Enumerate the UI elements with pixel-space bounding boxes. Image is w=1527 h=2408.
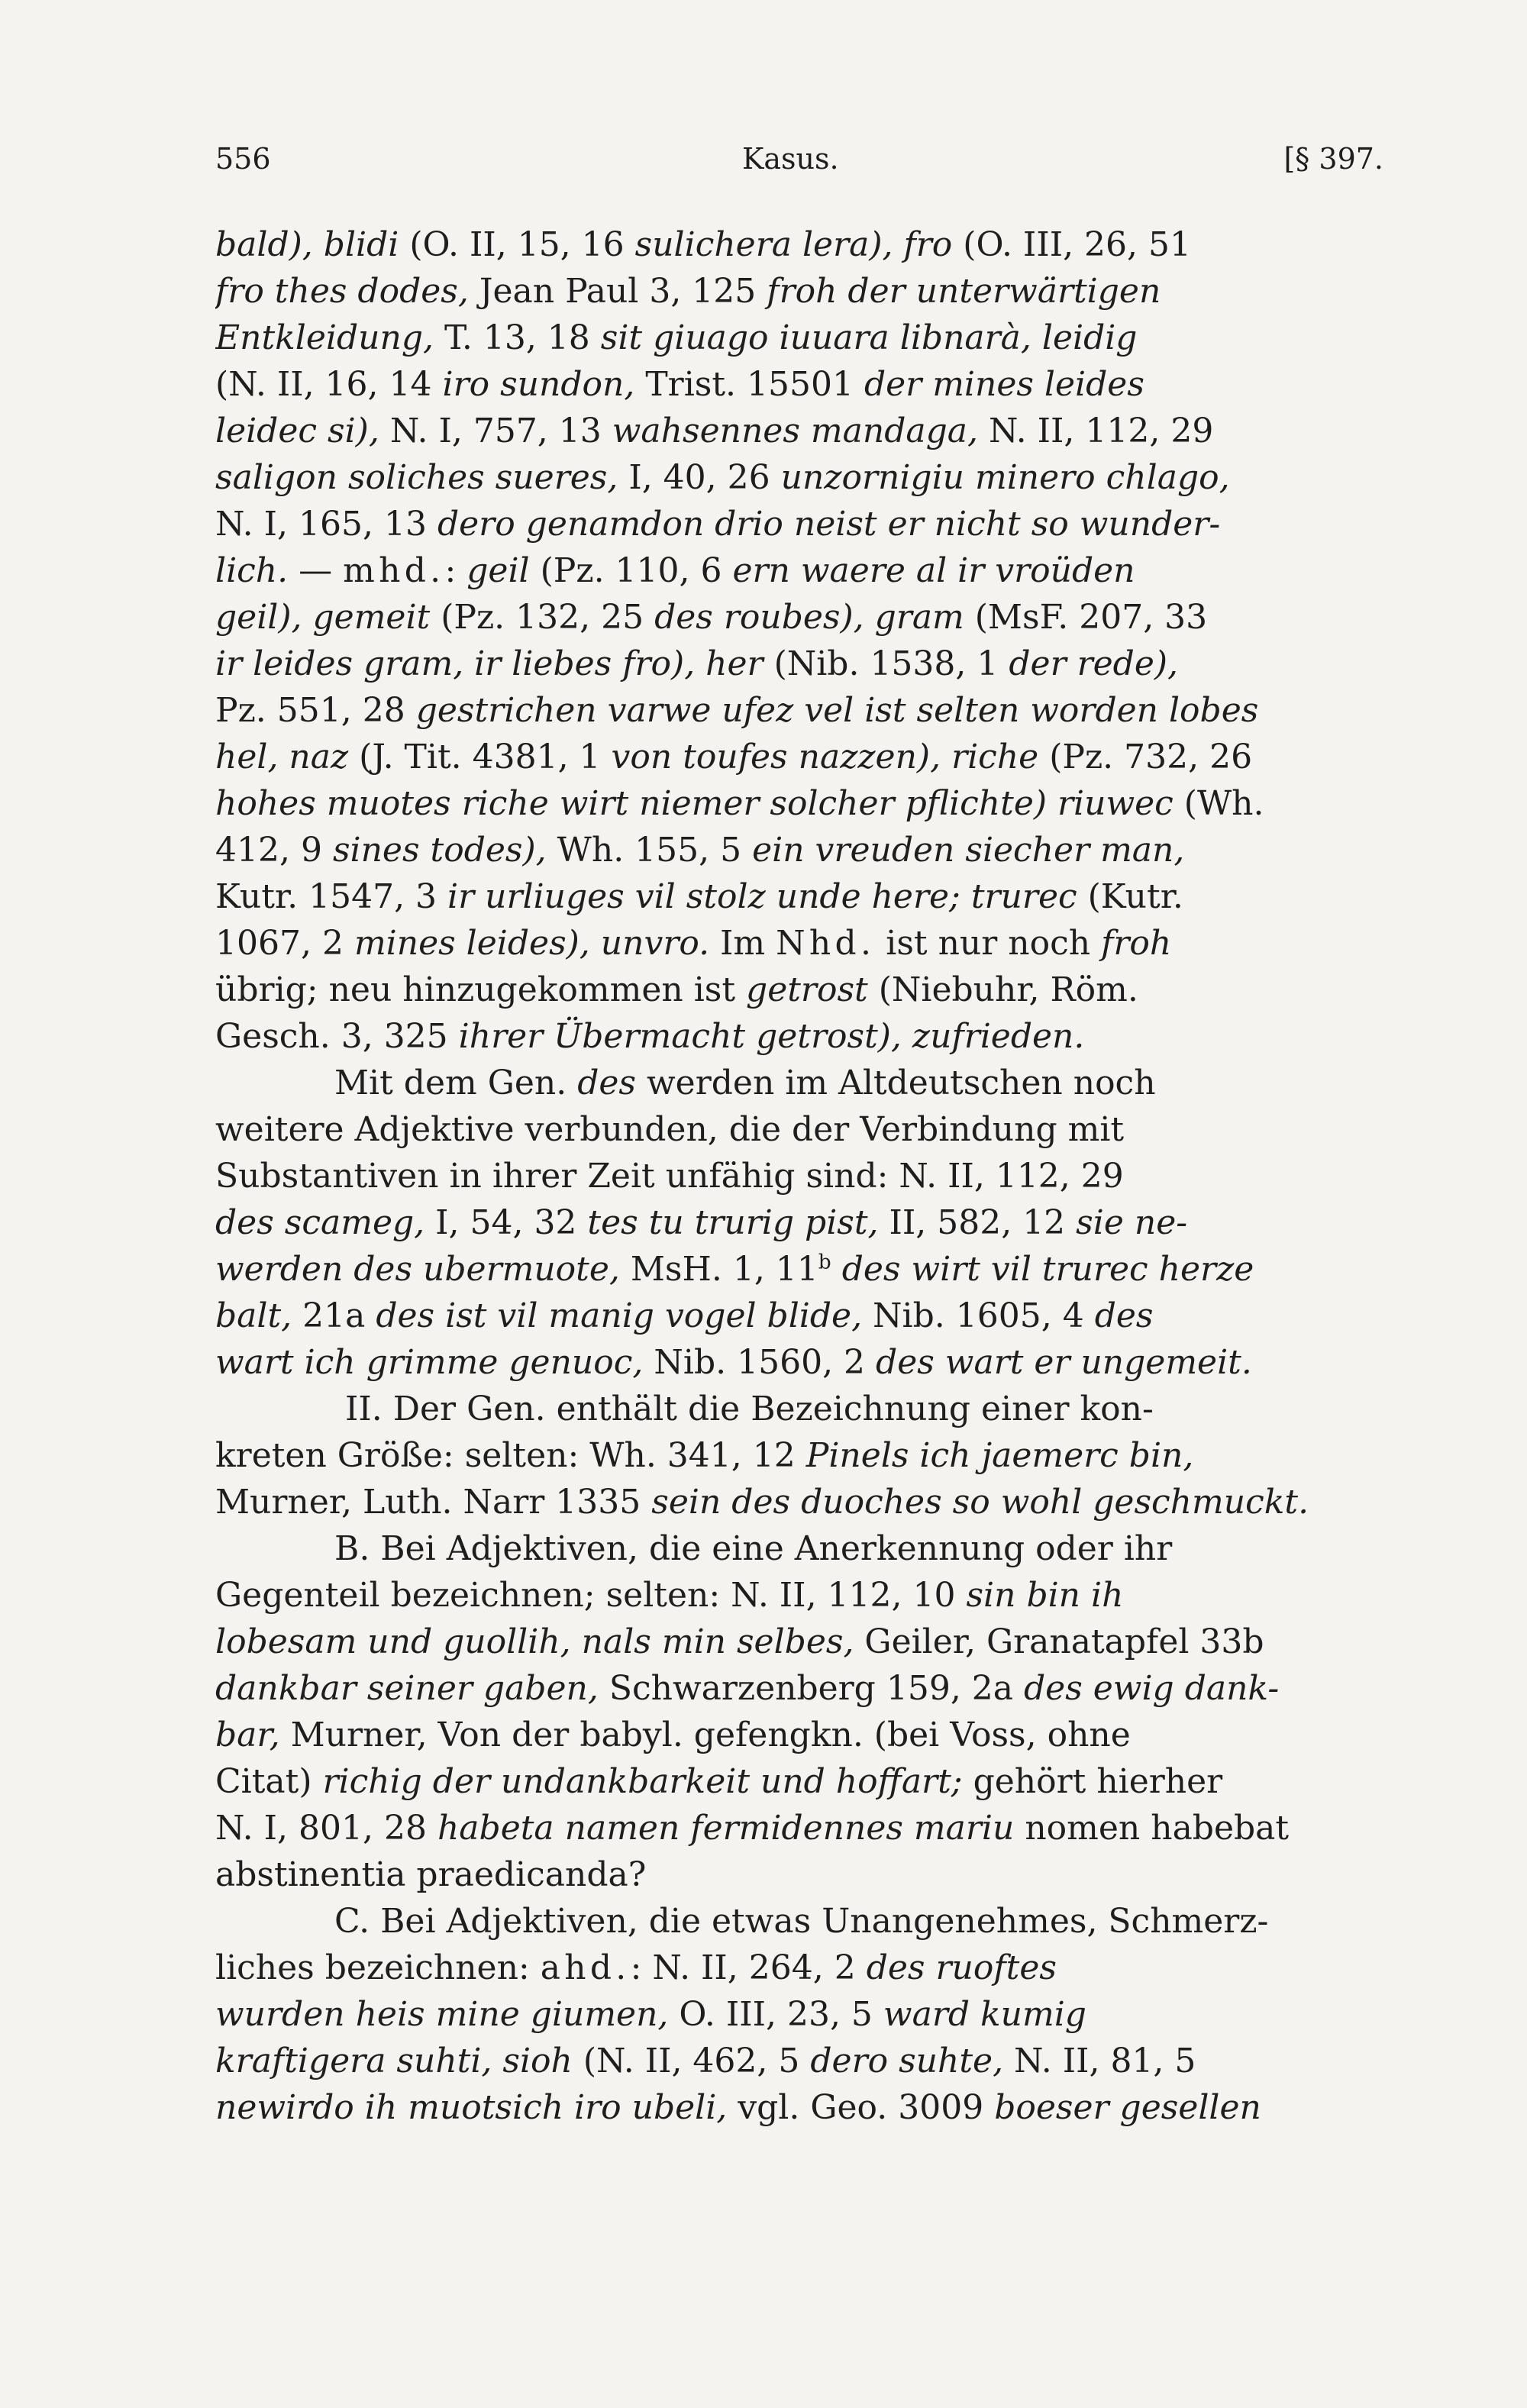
text-line bbox=[215, 1106, 1383, 1153]
text-run: N. I, 757, 13 bbox=[379, 412, 612, 450]
italic-quotation: sie ne- bbox=[1076, 1203, 1188, 1242]
text-line bbox=[215, 454, 1383, 501]
italic-quotation: des wart er ungemeit. bbox=[876, 1343, 1252, 1382]
text-run: N. II, 112, 29 bbox=[977, 412, 1214, 450]
text-run: Trist. 15501 bbox=[634, 365, 864, 404]
text-line bbox=[215, 827, 1383, 873]
text-line bbox=[215, 1898, 1383, 1945]
italic-quotation: hohes muotes riche wirt niemer solcher pflichte) riuwec bbox=[215, 784, 1173, 823]
italic-quotation: der rede), bbox=[1009, 644, 1179, 683]
text-line bbox=[215, 1851, 1383, 1898]
text-line bbox=[215, 1199, 1383, 1246]
italic-quotation: newirdo ih muotsich iro ubeli, bbox=[215, 2088, 728, 2127]
italic-quotation: geil bbox=[466, 551, 530, 590]
italic-quotation: ern waere al ir vroüden bbox=[732, 551, 1135, 590]
italic-quotation: blidi bbox=[323, 225, 399, 264]
italic-quotation: ir urliuges vil stolz unde here; trurec bbox=[447, 877, 1077, 916]
italic-quotation: ein vreuden siecher man, bbox=[752, 831, 1185, 870]
text-run: 412, 9 bbox=[215, 831, 333, 870]
italic-quotation: richig der undankbarkeit und hoffart; bbox=[322, 1762, 963, 1801]
italic-quotation: hel, naz bbox=[215, 738, 349, 776]
text-run: weitere Adjektive verbunden, die der Verbindung mit bbox=[215, 1110, 1125, 1149]
italic-quotation: wurden heis mine giumen, bbox=[215, 1995, 669, 2034]
text-line bbox=[215, 1153, 1383, 1199]
italic-quotation: dero genamdon drio neist er nicht so wunder- bbox=[437, 505, 1221, 544]
text-run: mhd. bbox=[343, 551, 445, 590]
text-run: C. Bei Adjektiven, die etwas Unangenehmes, Schmerz- bbox=[334, 1902, 1269, 1941]
text-run: Nhd. bbox=[776, 924, 876, 963]
text-line bbox=[215, 1665, 1383, 1712]
italic-quotation: sines todes), bbox=[332, 831, 547, 870]
text-run: Kutr. 1547, 3 bbox=[215, 877, 448, 916]
text-run: Geiler, Granatapfel 33b bbox=[854, 1622, 1264, 1661]
italic-quotation: habeta namen fermidennes mariu bbox=[437, 1809, 1015, 1848]
text-run: : bbox=[444, 551, 467, 590]
text-run: abstinentia praedicanda? bbox=[215, 1855, 647, 1894]
italic-quotation: bar, bbox=[215, 1716, 280, 1754]
italic-quotation: fro thes dodes, bbox=[215, 272, 469, 311]
italic-quotation: ir leides gram, ir liebes fro), her bbox=[215, 644, 764, 683]
text-run: (Nib. 1538, 1 bbox=[763, 644, 1009, 683]
text-run: (Pz. 110, 6 bbox=[529, 551, 733, 590]
text-run: — bbox=[288, 551, 344, 590]
text-line bbox=[215, 1479, 1383, 1525]
text-line bbox=[215, 1339, 1383, 1386]
text-line bbox=[215, 361, 1383, 408]
text-run: ahd. bbox=[540, 1948, 631, 1987]
text-run: Wh. 155, 5 bbox=[546, 831, 753, 870]
text-run: (N. II, 16, 14 bbox=[215, 365, 443, 404]
text-run: (Niebuhr, Röm. bbox=[867, 970, 1138, 1009]
text-line bbox=[215, 734, 1383, 780]
text-line bbox=[215, 2084, 1383, 2131]
text-run: Schwarzenberg 159, 2a bbox=[598, 1669, 1024, 1708]
page-number: 556 bbox=[215, 142, 271, 176]
text-run: N. I, 165, 13 bbox=[215, 505, 437, 544]
text-run: I, 54, 32 bbox=[425, 1203, 588, 1242]
italic-quotation: balt, bbox=[215, 1296, 292, 1335]
italic-quotation: geil), gemeit bbox=[215, 598, 431, 637]
text-run: Nib. 1605, 4 bbox=[862, 1296, 1095, 1335]
text-run: II. Der Gen. enthält die Bezeichnung einer kon- bbox=[345, 1390, 1154, 1428]
text-run: 21a bbox=[292, 1296, 376, 1335]
italic-quotation: gestrichen varwe ufez vel ist selten worden lobes bbox=[415, 691, 1259, 730]
text-line bbox=[215, 873, 1383, 920]
text-run: Mit dem Gen. bbox=[334, 1064, 578, 1102]
text-line bbox=[215, 268, 1383, 315]
text-line bbox=[215, 1619, 1383, 1665]
text-line bbox=[215, 408, 1383, 454]
text-run: MsH. 1, 11 bbox=[619, 1250, 818, 1289]
text-run: (Wh. bbox=[1173, 784, 1264, 823]
italic-quotation: kraftigera suhti, sioh bbox=[215, 2042, 573, 2080]
italic-quotation: iro sundon, bbox=[442, 365, 635, 404]
text-run: : N. II, 264, 2 bbox=[630, 1948, 867, 1987]
italic-quotation: Pinels ich jaemerc bin, bbox=[805, 1436, 1194, 1475]
italic-quotation: froh bbox=[1101, 924, 1172, 963]
italic-quotation: lobesam und guollih, nals min selbes, bbox=[215, 1622, 854, 1661]
text-run: (O. II, 15, 16 bbox=[399, 225, 635, 264]
italic-quotation: Entkleidung, bbox=[215, 318, 434, 357]
italic-quotation: des ruoftes bbox=[866, 1948, 1057, 1987]
italic-quotation: werden des ubermuote, bbox=[215, 1250, 620, 1289]
italic-quotation: froh der unterwärtigen bbox=[767, 272, 1161, 311]
text-line bbox=[215, 1013, 1383, 1060]
text-line bbox=[215, 1525, 1383, 1572]
text-line bbox=[215, 1758, 1383, 1805]
page-header bbox=[215, 136, 1383, 182]
text-run: (Kutr. bbox=[1077, 877, 1183, 916]
text-line bbox=[215, 1805, 1383, 1851]
text-line bbox=[215, 1246, 1383, 1293]
text-run: (O. III, 26, 51 bbox=[952, 225, 1191, 264]
text-run: 1067, 2 bbox=[215, 924, 354, 963]
text-run: kreten Größe: selten: Wh. 341, 12 bbox=[215, 1436, 806, 1475]
italic-quotation: des wirt vil trurec herze bbox=[841, 1250, 1254, 1289]
superscript: b bbox=[818, 1250, 831, 1274]
text-run: Gegenteil bezeichnen; selten: N. II, 112, 10 bbox=[215, 1576, 967, 1615]
text-run: liches bezeichnen: bbox=[215, 1948, 541, 1987]
text-run: (N. II, 462, 5 bbox=[572, 2042, 811, 2080]
text-run: T. 13, 18 bbox=[433, 318, 601, 357]
text-line bbox=[215, 315, 1383, 361]
text-run: (J. Tit. 4381, 1 bbox=[348, 738, 612, 776]
italic-quotation: von toufes nazzen), riche bbox=[611, 738, 1039, 776]
text-run: Murner, Luth. Narr 1335 bbox=[215, 1483, 652, 1522]
text-run: (MsF. 207, 33 bbox=[964, 598, 1208, 637]
italic-quotation: ward kumig bbox=[883, 1995, 1086, 2034]
text-line bbox=[215, 1060, 1383, 1106]
italic-quotation: sit giuago iuuara libnarà, leidig bbox=[600, 318, 1138, 357]
text-line bbox=[215, 687, 1383, 734]
text-line bbox=[215, 501, 1383, 547]
text-line bbox=[215, 780, 1383, 827]
text-run: übrig; neu hinzugekommen ist bbox=[215, 970, 747, 1009]
italic-quotation: des roubes), gram bbox=[654, 598, 964, 637]
italic-quotation: sin bin ih bbox=[966, 1576, 1124, 1615]
italic-quotation: getrost bbox=[746, 970, 868, 1009]
text-run: nomen habebat bbox=[1014, 1809, 1290, 1848]
text-line bbox=[215, 2038, 1383, 2084]
italic-quotation: bald), bbox=[215, 225, 324, 264]
text-run: II, 582, 12 bbox=[878, 1203, 1077, 1242]
text-line bbox=[215, 641, 1383, 687]
italic-quotation: wart ich grimme genuoc, bbox=[215, 1343, 644, 1382]
italic-quotation: saligon soliches sueres, bbox=[215, 458, 618, 497]
italic-quotation: des bbox=[577, 1064, 637, 1102]
text-line bbox=[215, 547, 1383, 594]
text-line bbox=[215, 1945, 1383, 1991]
italic-quotation: des ewig dank- bbox=[1024, 1669, 1280, 1708]
text-run: Gesch. 3, 325 bbox=[215, 1017, 459, 1056]
text-run: Pz. 551, 28 bbox=[215, 691, 416, 730]
italic-quotation: dero suhte, bbox=[810, 2042, 1004, 2080]
italic-quotation: der mines leides bbox=[864, 365, 1144, 404]
text-run: B. Bei Adjektiven, die eine Anerkennung oder ihr bbox=[334, 1529, 1173, 1568]
text-line bbox=[215, 1386, 1383, 1432]
text-run: ist nur noch bbox=[875, 924, 1102, 963]
text-line bbox=[215, 1712, 1383, 1758]
text-run: werden im Altdeutschen noch bbox=[636, 1064, 1156, 1102]
text-line bbox=[215, 920, 1383, 967]
text-run: I, 40, 26 bbox=[618, 458, 781, 497]
text-line bbox=[215, 1293, 1383, 1339]
italic-quotation: sulichera lera), fro bbox=[634, 225, 953, 264]
text-run bbox=[831, 1250, 842, 1289]
italic-quotation: unzornigiu minero chlago, bbox=[780, 458, 1230, 497]
italic-quotation: sein des duoches so wohl geschmuckt. bbox=[651, 1483, 1309, 1522]
italic-quotation: des bbox=[1094, 1296, 1154, 1335]
text-run: gehört hierher bbox=[962, 1762, 1223, 1801]
italic-quotation: tes tu trurig pist, bbox=[587, 1203, 879, 1242]
italic-quotation: mines leides), unvro. bbox=[354, 924, 710, 963]
italic-quotation: boeser gesellen bbox=[994, 2088, 1261, 2127]
text-line bbox=[215, 1572, 1383, 1619]
italic-quotation: lich. bbox=[215, 551, 289, 590]
text-run: Citat) bbox=[215, 1762, 323, 1801]
text-run: (Pz. 132, 25 bbox=[430, 598, 655, 637]
running-title: Kasus. bbox=[742, 142, 839, 176]
italic-quotation: leidec si), bbox=[215, 412, 379, 450]
text-line bbox=[215, 967, 1383, 1013]
text-run: Nib. 1560, 2 bbox=[643, 1343, 876, 1382]
text-line bbox=[215, 1432, 1383, 1479]
text-run: Im bbox=[709, 924, 776, 963]
italic-quotation: des scameg, bbox=[215, 1203, 425, 1242]
text-line bbox=[215, 221, 1383, 268]
text-run: Jean Paul 3, 125 bbox=[468, 272, 767, 311]
italic-quotation: dankbar seiner gaben, bbox=[215, 1669, 599, 1708]
text-run: O. III, 23, 5 bbox=[668, 1995, 883, 2034]
text-run: Murner, Von der babyl. gefengkn. (bei Voss, ohne bbox=[279, 1716, 1131, 1754]
text-line bbox=[215, 594, 1383, 641]
italic-quotation: des ist vil manig vogel blide, bbox=[376, 1296, 863, 1335]
italic-quotation: ihrer Übermacht getrost), zufrieden. bbox=[458, 1017, 1085, 1056]
section-marker: [§ 397. bbox=[1283, 142, 1383, 176]
text-run: N. I, 801, 28 bbox=[215, 1809, 437, 1848]
body-text bbox=[215, 221, 1383, 2131]
italic-quotation: wahsennes mandaga, bbox=[612, 412, 978, 450]
text-run: vgl. Geo. 3009 bbox=[727, 2088, 995, 2127]
text-run: (Pz. 732, 26 bbox=[1038, 738, 1253, 776]
text-run: Substantiven in ihrer Zeit unfähig sind: N. II, 112, 29 bbox=[215, 1157, 1124, 1196]
text-line bbox=[215, 1991, 1383, 2038]
text-run: N. II, 81, 5 bbox=[1003, 2042, 1196, 2080]
